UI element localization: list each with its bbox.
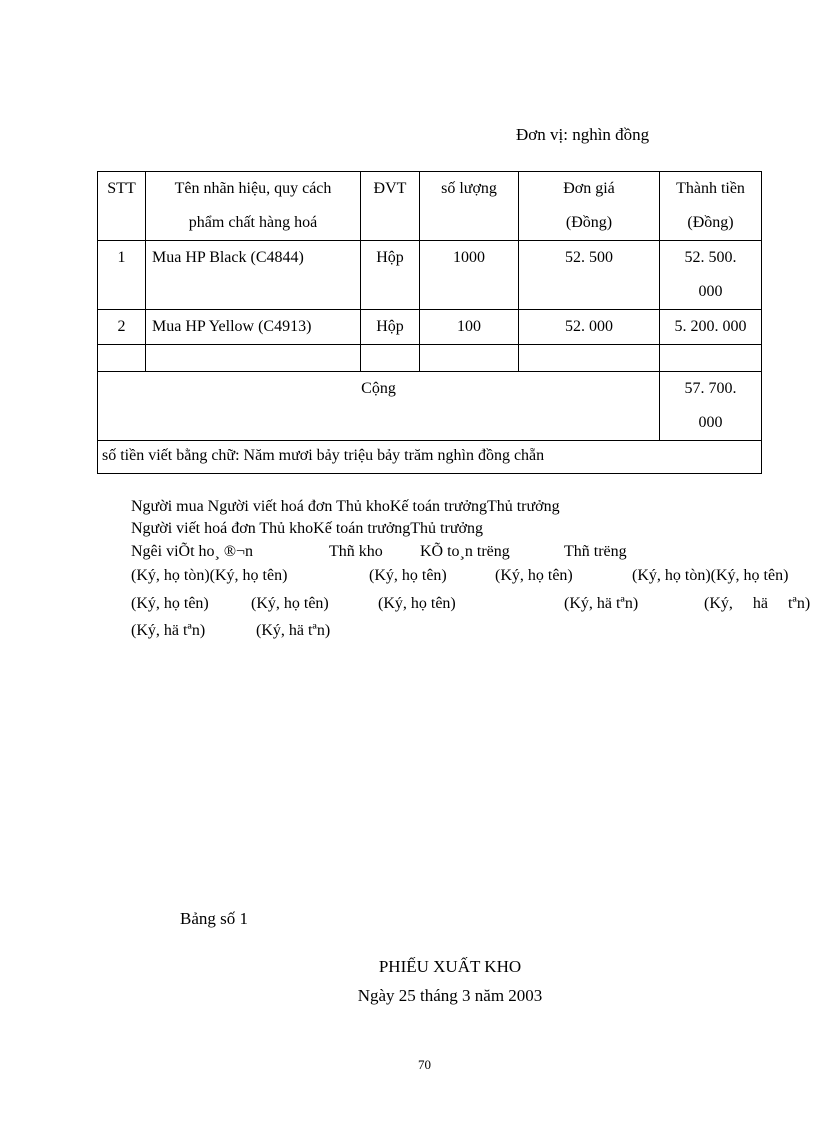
row-unit: Hộp bbox=[361, 241, 420, 310]
signature-sign-note: (Ký, hä tªn) bbox=[131, 622, 206, 639]
signature-sign-note: (Ký, họ tên) bbox=[495, 567, 573, 584]
row-price: 52. 000 bbox=[519, 310, 660, 345]
signature-line-2: Người viết hoá đơn Thủ khoKế toán trưởngThủ trưởng bbox=[131, 520, 483, 537]
empty-cell bbox=[98, 345, 146, 372]
row-quantity: 100 bbox=[420, 310, 519, 345]
empty-cell bbox=[420, 345, 519, 372]
table-row bbox=[98, 241, 762, 310]
table-caption: Bảng số 1 bbox=[180, 909, 248, 928]
header-quantity: số lượng bbox=[420, 172, 519, 241]
empty-cell bbox=[519, 345, 660, 372]
table-header-row bbox=[98, 172, 762, 241]
signature-garbled-accountant: KÕ to¸n trëng bbox=[420, 543, 510, 560]
row-name: Mua HP Yellow (C4913) bbox=[146, 310, 361, 345]
unit-label: Đơn vị: nghìn đồng bbox=[516, 125, 650, 144]
header-name: Tên nhãn hiệu, quy cách phẩm chất hàng hoá bbox=[146, 172, 361, 241]
total-amount: 57. 700. 000 bbox=[660, 372, 762, 441]
signature-garbled-storekeeper: Thñ kho bbox=[329, 543, 383, 560]
signature-sign-note: (Ký, họ tên) bbox=[251, 595, 329, 612]
row-amount: 5. 200. 000 bbox=[660, 310, 762, 345]
goods-table bbox=[97, 171, 762, 474]
signature-sign-note: (Ký, họ tòn)(Ký, họ tên) bbox=[131, 567, 288, 584]
empty-cell bbox=[361, 345, 420, 372]
signature-sign-note: (Ký, họ tên) bbox=[369, 567, 447, 584]
table-row bbox=[98, 310, 762, 345]
empty-cell bbox=[146, 345, 361, 372]
row-stt: 2 bbox=[98, 310, 146, 345]
signature-line-1: Người mua Người viết hoá đơn Thủ khoKế toán trưởngThủ trưởng bbox=[131, 498, 560, 515]
table-empty-row bbox=[98, 345, 762, 372]
total-label: Cộng bbox=[98, 372, 660, 441]
header-stt: STT bbox=[98, 172, 146, 241]
table-words-row bbox=[98, 441, 762, 474]
document-date: Ngày 25 tháng 3 năm 2003 bbox=[357, 986, 543, 1005]
row-unit: Hộp bbox=[361, 310, 420, 345]
header-price: Đơn giá (Đồng) bbox=[519, 172, 660, 241]
signature-sign-note: (Ký, họ tên) bbox=[378, 595, 456, 612]
amount-in-words: số tiền viết bằng chữ: Năm mươi bảy triệu bảy trăm nghìn đồng chẵn bbox=[98, 441, 762, 474]
signature-sign-note: (Ký, hä tªn) bbox=[704, 595, 811, 612]
row-price: 52. 500 bbox=[519, 241, 660, 310]
empty-cell bbox=[660, 345, 762, 372]
signature-garbled-director: Thñ trëng bbox=[564, 543, 627, 560]
row-amount: 52. 500. 000 bbox=[660, 241, 762, 310]
row-name: Mua HP Black (C4844) bbox=[146, 241, 361, 310]
signature-garbled-buyer: Ngêi viÕt ho¸ ®¬n bbox=[131, 543, 254, 560]
signature-sign-note: (Ký, họ tên) bbox=[131, 595, 209, 612]
header-unit: ĐVT bbox=[361, 172, 420, 241]
header-amount: Thành tiền (Đồng) bbox=[660, 172, 762, 241]
row-quantity: 1000 bbox=[420, 241, 519, 310]
table-total-row bbox=[98, 372, 762, 441]
row-stt: 1 bbox=[98, 241, 146, 310]
signature-sign-note: (Ký, hä tªn) bbox=[256, 622, 331, 639]
signature-sign-note: (Ký, hä tªn) bbox=[564, 595, 639, 612]
signature-sign-note: (Ký, họ tòn)(Ký, họ tên) bbox=[632, 567, 789, 584]
document-title: PHIẾU XUẤT KHO bbox=[378, 957, 522, 976]
page-number: 70 bbox=[418, 1057, 431, 1072]
